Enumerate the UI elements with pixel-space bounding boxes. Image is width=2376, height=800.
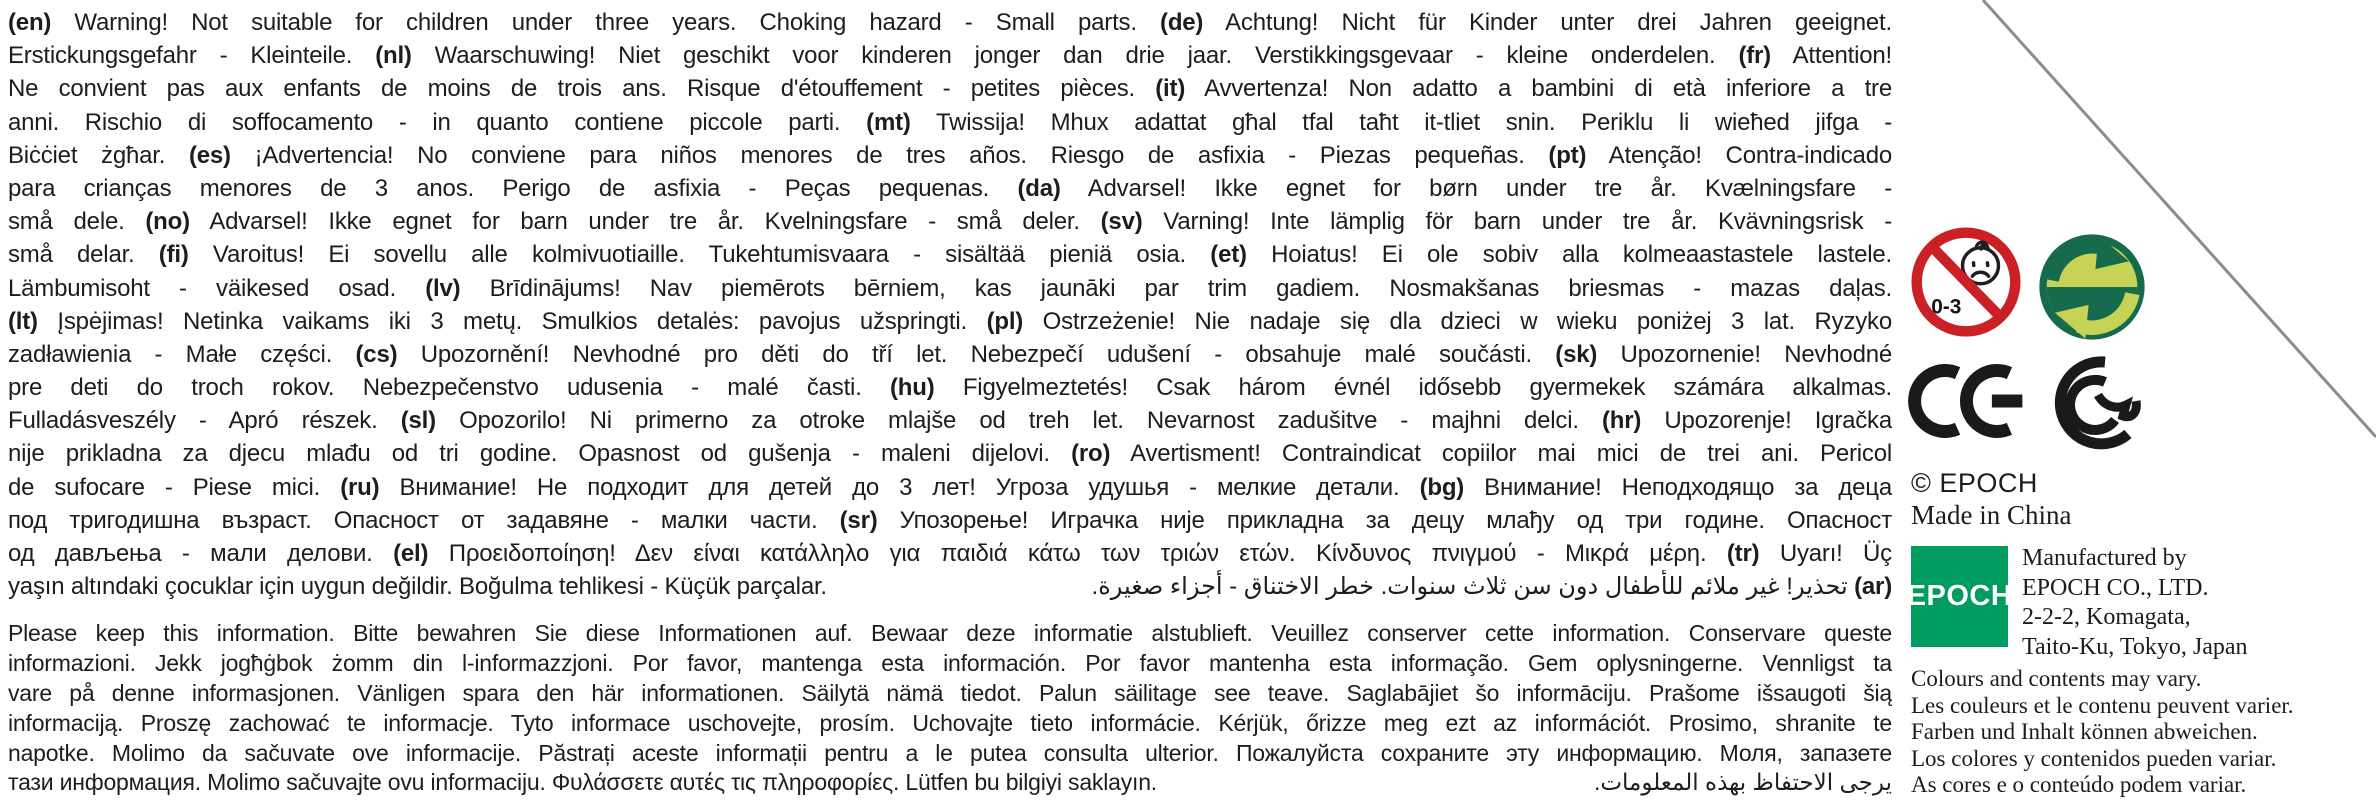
warning-last-line [8, 570, 1892, 603]
text-line: informaciją. Proszę zachować te informacje. Tyto informace uschovejte, prosím. Uchovajte tieto informácie. Kérjük, őrizze meg ezt az információt. Prosimo, shranite te [8, 709, 1892, 736]
made-in-text: Made in China [1911, 500, 2072, 530]
keep-info-last-line-left: тази информация. Molimo sačuvajte ovu informaciju. Φυλάσσετε αυτές τις πληροφορίες. Lütfen bu bilgiyi saklayın. [8, 769, 1157, 796]
epoch-logo-text: EPOCH [1906, 580, 2013, 612]
text-line: vare på denne informasjonen. Vänligen spara den här informationen. Säilytä nämä tiedot. Palun säilitage see teave. Saglabājiet šo informāciju. Prašome išsaugoti šią [8, 679, 1892, 706]
text-line: pre deti do troch rokov. Nebezpečenstvo udusenia - malé časti. (hu) Figyelmeztetés! Csak három évnél idősebb gyermekek számára alkalmas. [8, 374, 1892, 402]
warning-text-block [8, 6, 1892, 570]
text-line: anni. Rischio di soffocamento - in quanto contiene piccole parti. (mt) Twissija! Mhux adattat għal tfal taħt it-tliet snin. Periklu li wieħed jifga - [8, 108, 1892, 136]
green-dot-recycling-icon [2036, 231, 2148, 343]
block-divider-space [8, 603, 1892, 619]
text-line: 2-2-2, Komagata, [2022, 604, 2191, 630]
text-line: små delar. (fi) Varoitus! Ei sovellu alle kolmivuotiaille. Tukehtumisvaara - sisältää pieniä osia. (et) Hoiatus! Ei ole sobiv alla kolmeaastastele lastele. [8, 241, 1892, 269]
keep-info-block [8, 619, 1892, 768]
warning-last-line-arabic: (ar) تحذير! غير ملائم للأطفال دون سن ثلاث سنوات. خطر الاختناق - أجزاء صغيرة. [1091, 573, 1892, 601]
text-line: napotke. Molimo da sačuvate ove informacije. Păstrați aceste informații pentru a le putea consulta ulterior. Пожалуйста сохраните эту информацию. Моля, запазете [8, 739, 1892, 766]
copyright-text: © EPOCH [1911, 468, 2038, 498]
text-line: nije prikladna za djecu mlađu od tri godine. Opasnost od gušenja - maleni dijelovi. (ro) Avertisment! Contraindicat copiilor mai mici de trei ani. Pericol [8, 440, 1892, 468]
text-line: Fulladásveszély - Apró részek. (sl) Opozorilo! Ni primerno za otroke mlajše od treh let. Nevarnost zadušitve - majhni delci. (hr) Upozorenje! Igračka [8, 407, 1892, 435]
text-line: de sufocare - Piese mici. (ru) Внимание! Не подходит для детей до 3 лет! Угроза удушья - мелкие детали. (bg) Внимание! Неподходящо за деца [8, 473, 1892, 501]
text-line: Colours and contents may vary. [1911, 666, 2202, 691]
text-column [8, 6, 1892, 798]
text-line: Please keep this information. Bitte bewahren Sie diese Informationen auf. Bewaar deze informatie alstublieft. Veuillez conserver cette information. Conservare queste [8, 620, 1892, 647]
keep-info-last-line [8, 768, 1892, 798]
age-warning-0-3-icon [1908, 224, 2024, 340]
age-range-label: 0-3 [1931, 295, 1962, 319]
nested-arcs-certification-mark-icon [2042, 348, 2142, 460]
text-line: Ne convient pas aux enfants de moins de trois ans. Risque d'étouffement - petites pièces. (it) Avvertenza! Non adatto a bambini di età inferiore a tre [8, 75, 1892, 103]
text-line: (lt) Įspėjimas! Netinka vaikams iki 3 metų. Smulkios detalės: pavojus užspringti. (pl) Ostrzeżenie! Nie nadaje się dla dzieci w wieku poniżej 3 lat. Ryzyko [8, 307, 1892, 335]
text-line: Erstickungsgefahr - Kleinteile. (nl) Waarschuwing! Niet geschikt voor kinderen jonger dan drie jaar. Verstikkingsgevaar - kleine onderdelen. (fr) Attention! [8, 42, 1892, 70]
text-line: (en) Warning! Not suitable for children under three years. Choking hazard - Small parts. (de) Achtung! Nicht für Kinder unter drei Jahren geeignet. [8, 9, 1892, 36]
text-line: informazioni. Jekk jogħġbok żomm din l-informazzjoni. Por favor, mantenga esta información. Por favor mantenha esta informação. Gem oplysningerne. Vennligst ta [8, 650, 1892, 677]
text-line: Los colores y contenidos pueden variar. [1911, 745, 2277, 771]
contents-variation-notice [1911, 666, 2294, 799]
text-line: små dele. (no) Advarsel! Ikke egnet for barn under tre år. Kvelningsfare - små deler. (sv) Varning! Inte lämplig för barn under tre år. Kvävningsrisk - [8, 208, 1892, 236]
text-line: од дављења - мали делови. (el) Προειδοποίηση! Δεν είναι κατάλληλο για παιδιά κάτω των τριών ετών. Κίνδυνος πνιγμού - Μικρά μέρη. (tr) Uyarı! Üç [8, 540, 1892, 567]
text-line: zadławienia - Małe części. (cs) Upozornění! Nevhodné pro děti do tří let. Nebezpečí udušení - obsahuje malé součásti. (sk) Upozornenie! Nevhodné [8, 340, 1892, 368]
epoch-logo [1906, 546, 2013, 647]
text-line: Farben und Inhalt können abweichen. [1911, 719, 2258, 745]
text-line: Lämbumisoht - väikesed osad. (lv) Brīdinājums! Nav piemērots bērniem, kas jaunāki par trim gadiem. Nosmakšanas briesmas - mazas daļas. [8, 274, 1892, 302]
text-line: Biċċiet żgħar. (es) ¡Advertencia! No conviene para niños menores de tres años. Riesgo de asfixia - Piezas pequeñas. (pt) Atenção! Contra-indicado [8, 141, 1892, 169]
text-line: Les couleurs et le contenu peuvent varier. [1911, 692, 2294, 718]
text-line: As cores e o conteúdo podem variar. [1911, 772, 2247, 798]
keep-info-last-line-arabic: يرجى الاحتفاظ بهذه المعلومات. [1593, 769, 1892, 796]
text-line: под тригодишна възраст. Опасност от задавяне - малки части. (sr) Упозорење! Играчка није прикладна за децу млађу од три године. Опасност [8, 506, 1892, 534]
manufacturer-address [2022, 544, 2248, 662]
text-line: Taito-Ku, Tokyo, Japan [2022, 633, 2248, 660]
text-line: EPOCH CO., LTD. [2022, 574, 2209, 601]
text-line: Manufactured by [2022, 545, 2187, 571]
ce-mark-icon [1908, 354, 2030, 448]
warning-last-line-left: yaşın altındaki çocuklar için uygun değildir. Boğulma tehlikesi - Küçük parçalar. [8, 573, 827, 601]
text-line: para crianças menores de 3 anos. Perigo de asfixia - Peças pequenas. (da) Advarsel! Ikke egnet for børn under tre år. Kvælningsfare - [8, 174, 1892, 202]
